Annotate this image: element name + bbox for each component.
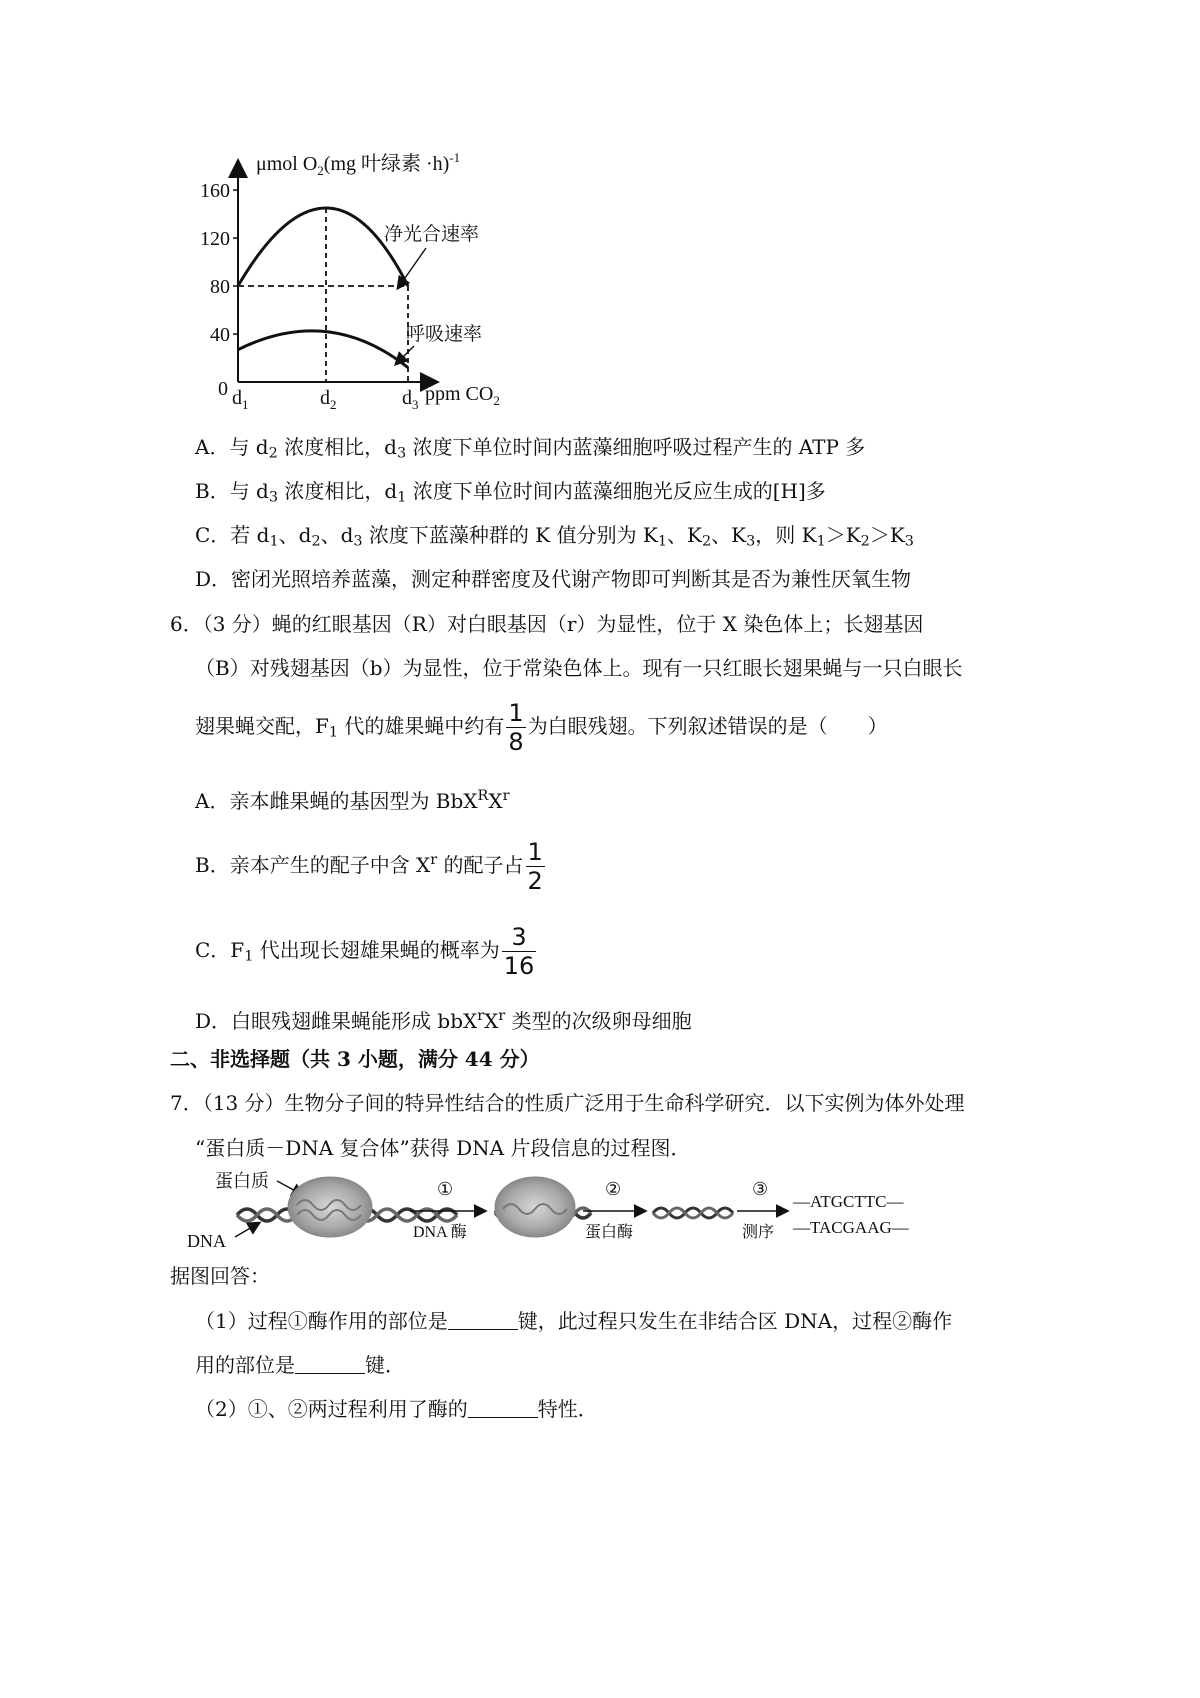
x-tick-label-d3: $d_3$ xyxy=(402,387,419,412)
net-photosynthesis-curve xyxy=(238,208,408,286)
step3-number: ③ xyxy=(752,1179,769,1199)
q6-option-c: C．$F_1$ 代出现长翅雄果蝇的概率为 $\frac{3}{16}$ xyxy=(195,923,535,980)
q7-prompt: 据图回答： xyxy=(170,1264,270,1288)
q5-option-c: C．若 $d_1$、$d_2$、$d_3$ 浓度下蓝藻种群的 K 值分别为 $K_1$、$K_2$、$K_3$，则 $K_1>K_2>K_3$ xyxy=(195,523,914,550)
dna-fragment xyxy=(653,1208,733,1218)
sequence-bottom: —TACGAAG— xyxy=(793,1218,909,1237)
y-tick-label: 160 xyxy=(200,180,230,202)
y-tick-label: 40 xyxy=(210,324,230,346)
respiration-curve xyxy=(238,331,408,368)
q5-option-b: B．与 $d_3$ 浓度相比，$d_1$ 浓度下单位时间内蓝藻细胞光反应生成的[H]多 xyxy=(195,479,826,506)
q5-option-d: D．密闭光照培养蓝藻，测定种群密度及代谢产物即可判断其是否为兼性厌氧生物 xyxy=(195,567,912,591)
respiration-label: 呼吸速率 xyxy=(406,324,483,345)
step2-label: 蛋白酶 xyxy=(585,1224,634,1241)
net-photosynthesis-pointer xyxy=(398,248,426,288)
q7-sub2: （2）①、②两过程利用了酶的 特性． xyxy=(195,1397,598,1421)
x-axis-label: ppm $CO_2$ xyxy=(425,383,500,408)
net-photosynthesis-label: 净光合速率 xyxy=(384,224,480,245)
x-tick-label-d1: $d_1$ xyxy=(232,387,249,412)
process-diagram xyxy=(185,1165,945,1255)
protein-label: 蛋白质 xyxy=(215,1171,269,1191)
x-tick-label-d2: $d_2$ xyxy=(320,387,337,412)
step1-number: ① xyxy=(437,1179,454,1199)
step2-number: ② xyxy=(605,1179,622,1199)
q7-sub1-line1: （1）过程①酶作用的部位是 键，此过程只发生在非结合区 DNA，过程②酶作 xyxy=(195,1309,953,1333)
rate-chart xyxy=(180,140,540,450)
origin-label: 0 xyxy=(218,378,228,400)
answer-blank-1[interactable] xyxy=(448,1309,518,1330)
q6-option-a: A．亲本雌果蝇的基因型为 $BbX^RX^r$ xyxy=(195,788,510,813)
q5-option-a: A．与 $d_2$ 浓度相比，$d_3$ 浓度下单位时间内蓝藻细胞呼吸过程产生的 ATP 多 xyxy=(195,435,866,462)
y-axis-label: μmol $O_2(mg$ 叶绿素 ·h)$^{-1}$ xyxy=(256,150,461,178)
q6-option-d: D．白眼残翅雌果蝇能形成 $bbX^rX^r$ 类型的次级卵母细胞 xyxy=(195,1008,692,1033)
step3-label: 测序 xyxy=(742,1224,775,1241)
fraction-three-sixteenths: $\frac{3}{16}$ xyxy=(503,923,535,980)
q6-option-b: B．亲本产生的配子中含 $X^r$ 的配子占 $\frac{1}{2}$ xyxy=(195,837,543,895)
q6-stem-line3: 翅果蝇交配，$F_1$ 代的雄果蝇中约有 $\frac{1}{8}$ 为白眼残翅。下列叙述错误的是（ ） xyxy=(195,699,888,756)
dna-label: DNA xyxy=(187,1231,226,1251)
y-tick-label: 80 xyxy=(210,276,230,298)
fraction-one-half: $\frac{1}{2}$ xyxy=(527,837,543,895)
q7-sub1-line2: 用的部位是 键． xyxy=(195,1353,405,1377)
step1-label: DNA 酶 xyxy=(413,1224,467,1241)
q6-stem-line2: （B）对残翅基因（b）为显性，位于常染色体上。现有一只红眼长翅果蝇与一只白眼长 xyxy=(195,656,963,680)
y-tick-label: 120 xyxy=(200,228,230,250)
q7-stem-line1: 7．（13 分）生物分子间的特异性结合的性质广泛用于生命科学研究．以下实例为体外处理 xyxy=(170,1091,965,1115)
protein-blob-2 xyxy=(495,1177,575,1237)
q7-stem-line2: “蛋白质－DNA 复合体”获得 DNA 片段信息的过程图． xyxy=(195,1136,691,1160)
answer-blank-3[interactable] xyxy=(468,1397,538,1418)
sequence-top: —ATGCTTC— xyxy=(793,1192,904,1211)
respiration-pointer xyxy=(396,346,414,364)
answer-blank-2[interactable] xyxy=(295,1353,365,1374)
section-heading: 二、非选择题（共 3 小题，满分 44 分） xyxy=(170,1047,540,1071)
q6-stem-line1: 6．（3 分）蝇的红眼基因（R）对白眼基因（r）为显性，位于 X 染色体上；长翅基因 xyxy=(170,612,924,636)
fraction-one-eighth: $\frac{1}{8}$ xyxy=(508,699,524,756)
